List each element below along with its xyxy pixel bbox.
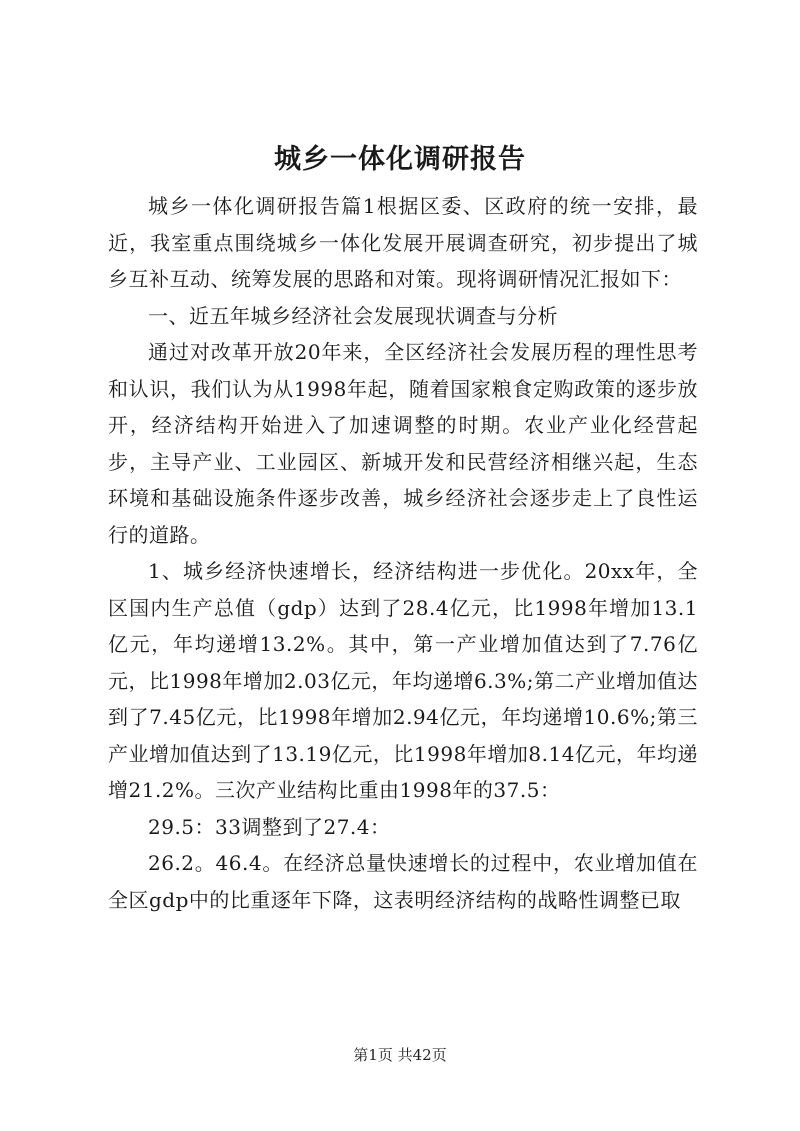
- paragraph-structure-analysis: 26.2。46.4。在经济总量快速增长的过程中，农业增加值在全区gdp中的比重逐年下降，这表明经济结构的战略性调整已取: [108, 851, 698, 912]
- page-footer: 第1页 共42页: [353, 1046, 447, 1064]
- paragraph-structure-ratio: 29.5：33调整到了27.4：: [148, 814, 391, 839]
- paragraph-intro: 城乡一体化调研报告篇1根据区委、区政府的统一安排，最近，我室重点围绕城乡一体化发展开展调查研究，初步提出了城乡互补互动、统筹发展的思路和对策。现将调研情况汇报如下：: [108, 194, 698, 291]
- paragraph-economic-growth: 1、城乡经济快速增长，经济结构进一步优化。20xx年，全区国内生产总值（gdp）达到了28.4亿元，比1998年增加13.1亿元，年均递增13.2%。其中，第一产业增加值达到了7.76亿元，比1998年增加2.03亿元，年均递增6.3%;第二产业增加值达到了7.45亿元，比1998年增加2.94亿元，年均递增10.6%;第三产业增加值达到了13.19亿元，比1998年增加8.14亿元，年均递增21.2%。三次产业结构比重由1998年的37.5：: [108, 559, 698, 802]
- section-heading: 一、近五年城乡经济社会发展现状调查与分析: [148, 303, 558, 328]
- document-body: [108, 188, 698, 918]
- paragraph-overview: 通过对改革开放20年来，全区经济社会发展历程的理性思考和认识，我们认为从1998年起，随着国家粮食定购政策的逐步放开，经济结构开始进入了加速调整的时期。农业产业化经营起步，主导产业、工业园区、新城开发和民营经济相继兴起，生态环境和基础设施条件逐步改善，城乡经济社会逐步走上了良性运行的道路。: [108, 340, 698, 547]
- page-title: 城乡一体化调研报告: [274, 144, 526, 175]
